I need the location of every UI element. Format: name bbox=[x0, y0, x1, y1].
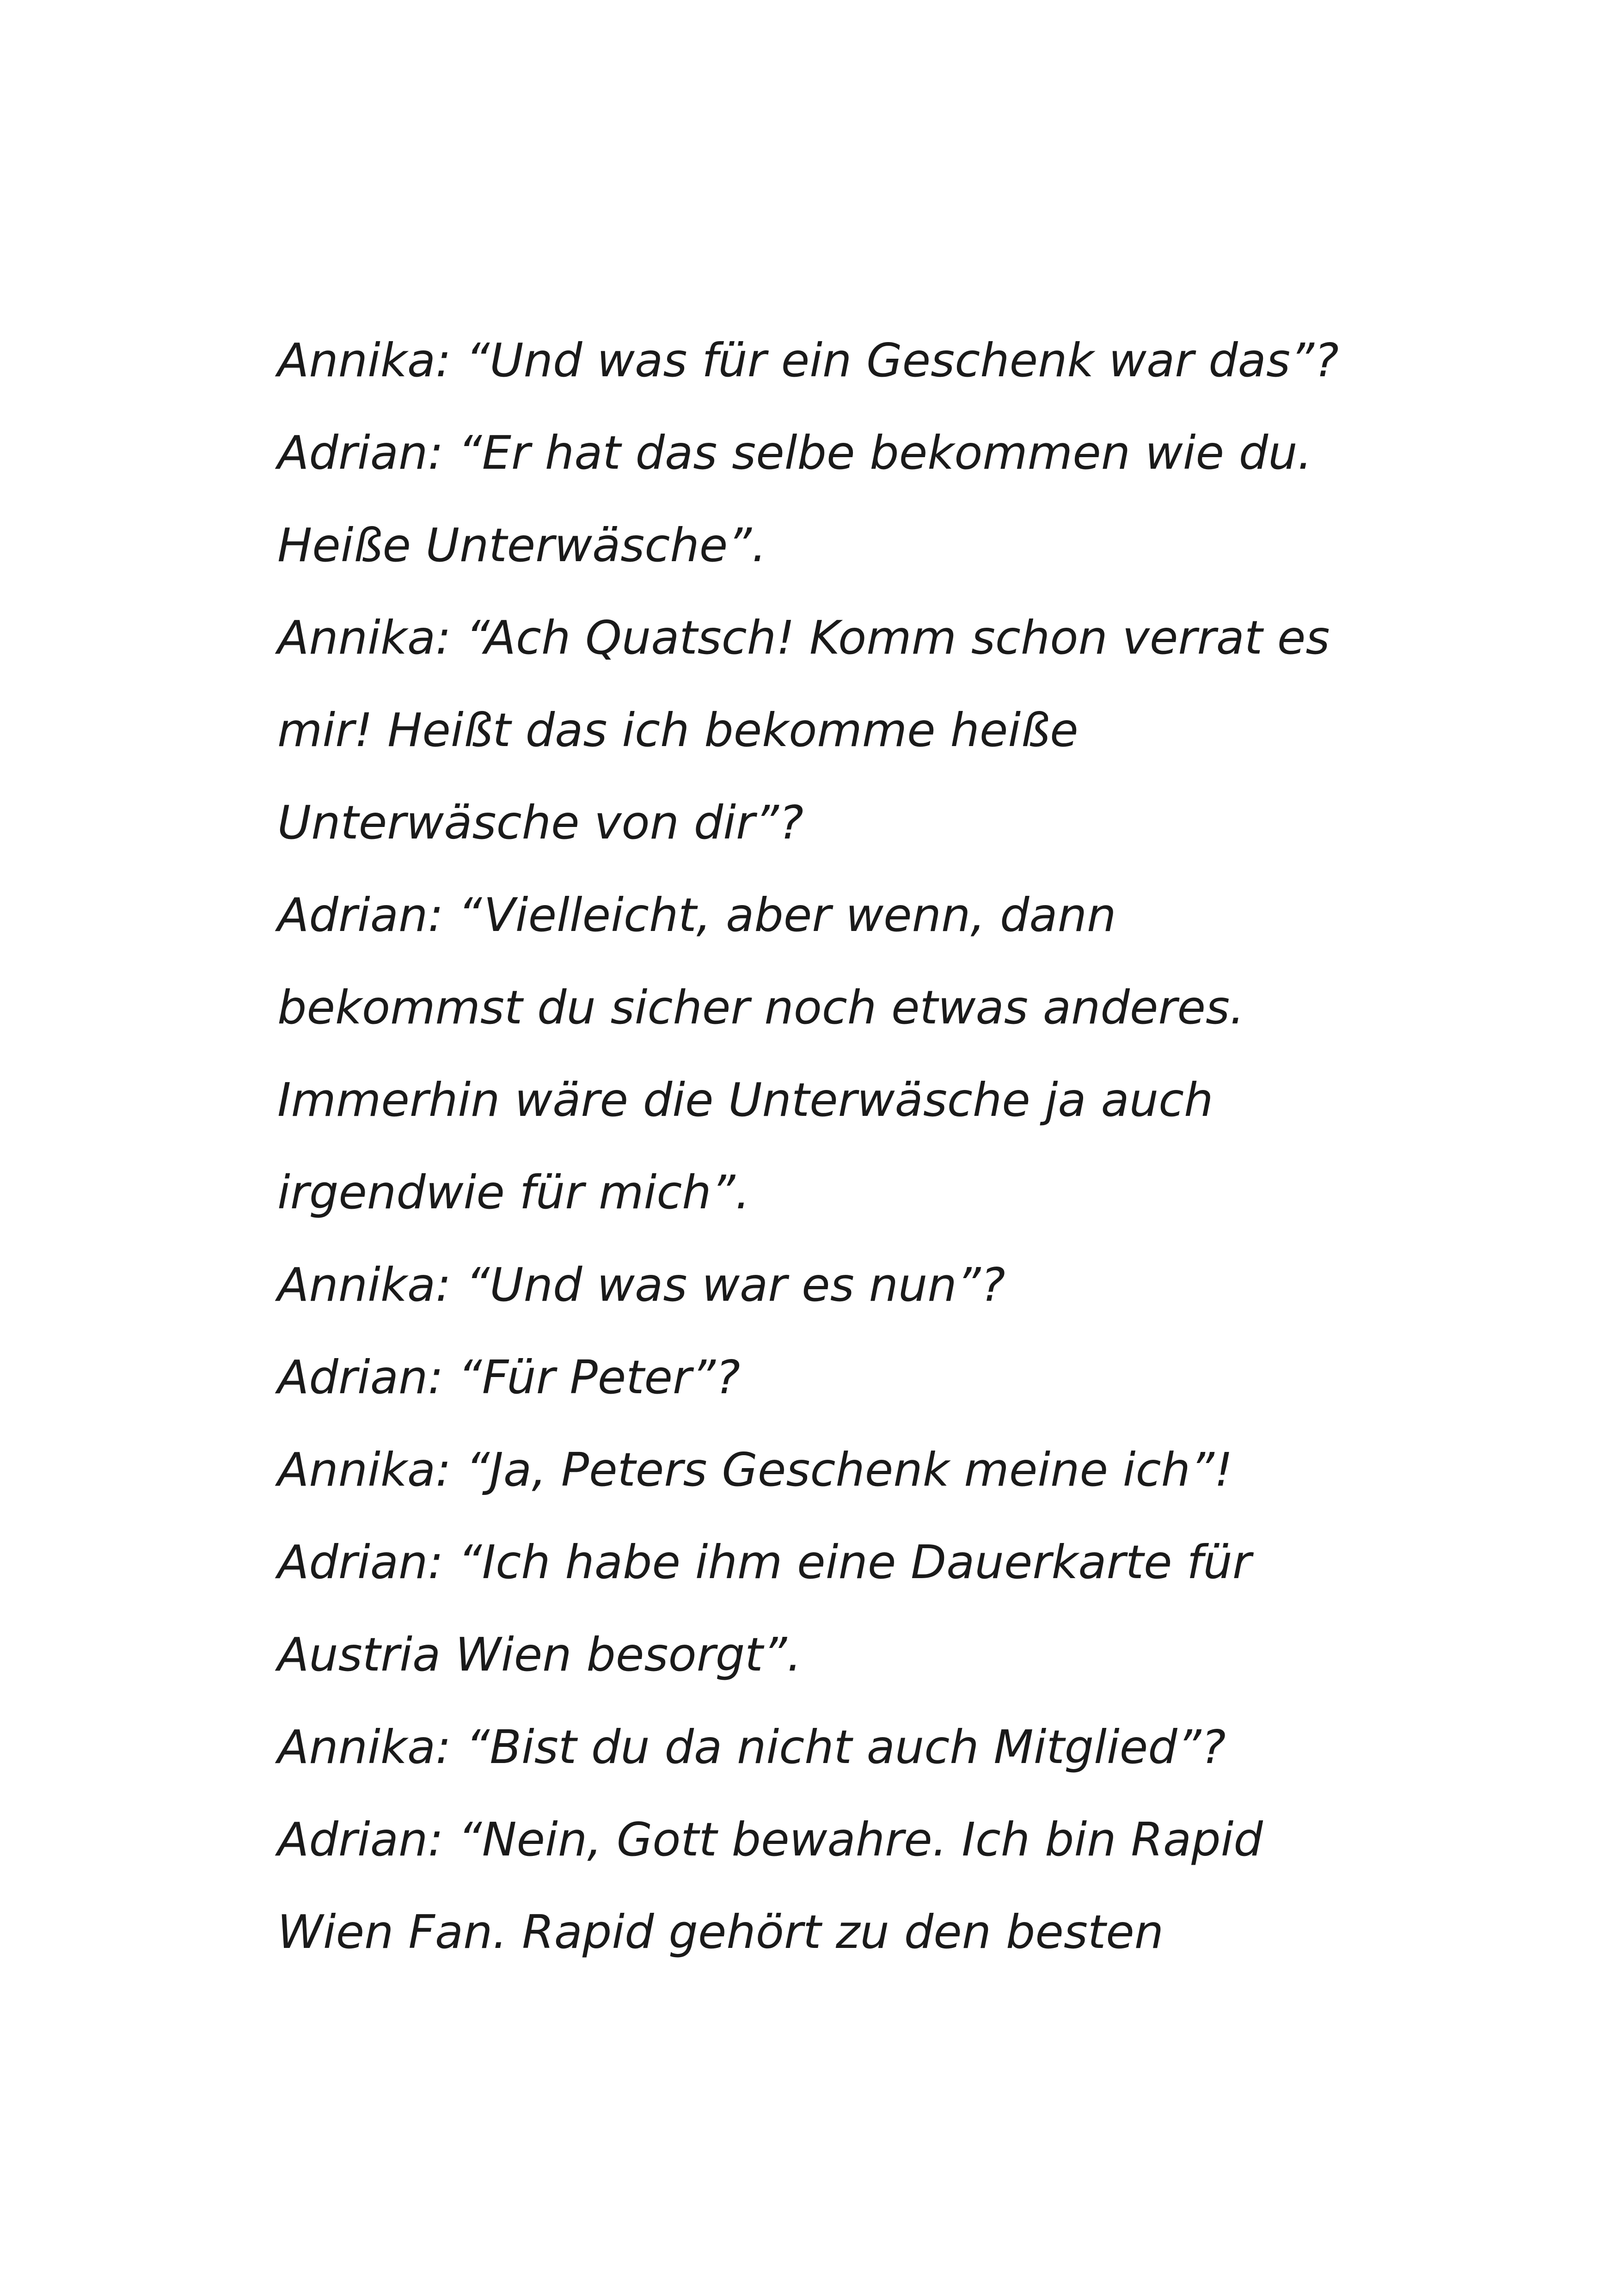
text-line: Wien Fan. Rapid gehört zu den besten bbox=[277, 1905, 1164, 1959]
text-line: Annika: “Und was für ein Geschenk war das”? bbox=[277, 333, 1339, 387]
text-line: Annika: “Ja, Peters Geschenk meine ich”! bbox=[277, 1443, 1233, 1497]
text-line: Heiße Unterwäsche”. bbox=[277, 518, 766, 572]
text-line: Adrian: “Er hat das selbe bekommen wie du. bbox=[277, 426, 1312, 480]
text-line: Annika: “Und was war es nun”? bbox=[277, 1258, 1005, 1312]
text-line: Adrian: “Nein, Gott bewahre. Ich bin Rapid bbox=[277, 1812, 1263, 1867]
dialogue-text bbox=[277, 314, 1387, 1978]
text-line: Unterwäsche von dir”? bbox=[277, 796, 804, 850]
text-line: Austria Wien besorgt”. bbox=[277, 1628, 802, 1682]
text-line: bekommst du sicher noch etwas anderes. bbox=[277, 980, 1244, 1035]
text-line: Annika: “Bist du da nicht auch Mitglied”? bbox=[277, 1720, 1226, 1774]
text-line: mir! Heißt das ich bekomme heiße bbox=[277, 703, 1079, 757]
text-line: Adrian: “Für Peter”? bbox=[277, 1350, 741, 1404]
text-line: Immerhin wäre die Unterwäsche ja auch bbox=[277, 1073, 1214, 1127]
text-line: irgendwie für mich”. bbox=[277, 1165, 750, 1219]
text-line: Adrian: “Vielleicht, aber wenn, dann bbox=[277, 888, 1116, 942]
text-line: Annika: “Ach Quatsch! Komm schon verrat es bbox=[277, 611, 1330, 665]
text-line: Adrian: “Ich habe ihm eine Dauerkarte für bbox=[277, 1535, 1251, 1589]
